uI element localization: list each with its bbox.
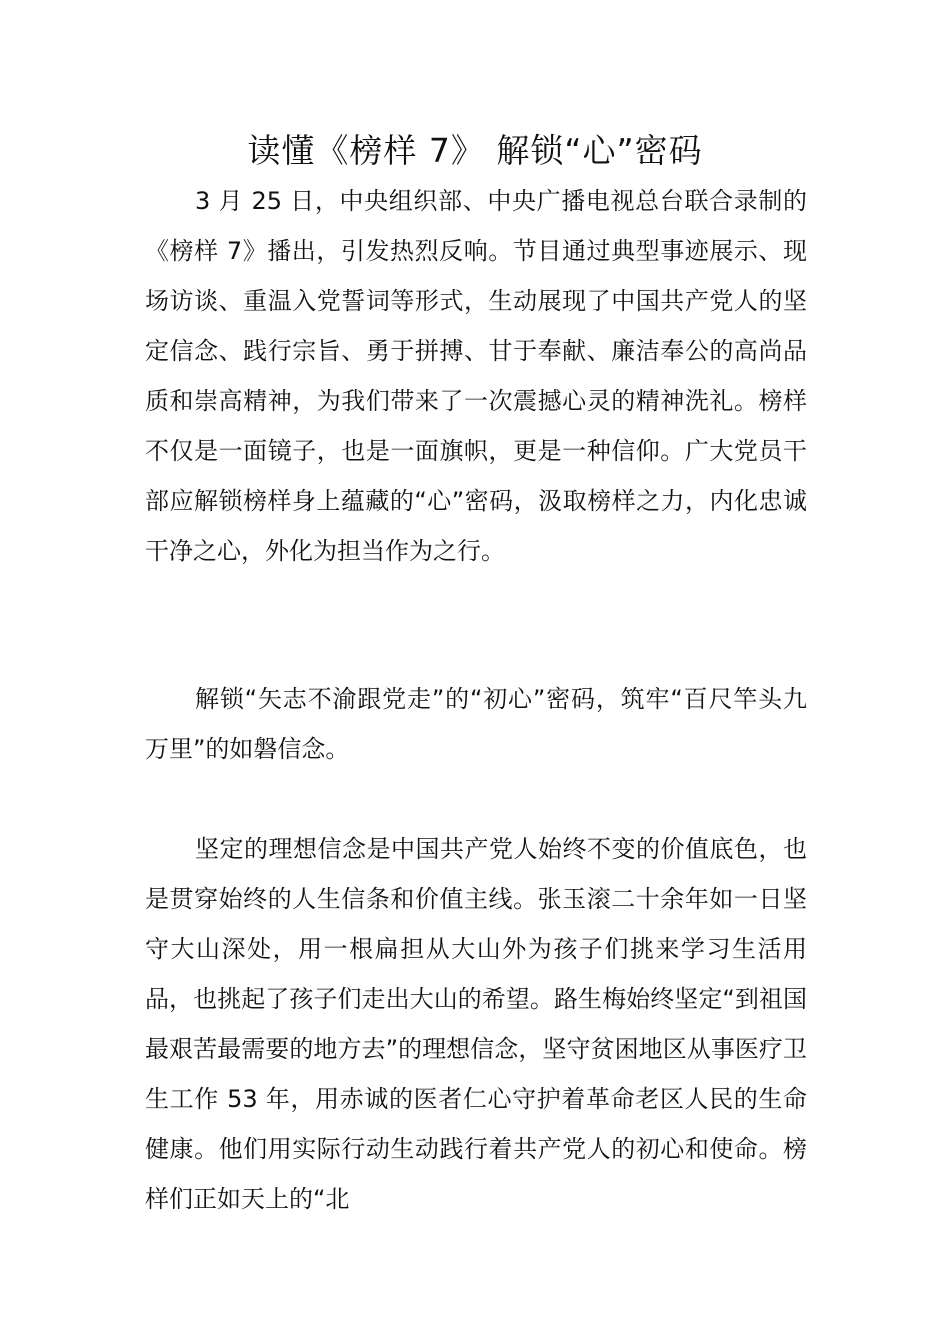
- paragraph-intro: 3 月 25 日，中央组织部、中央广播电视总台联合录制的《榜样 7》播出，引发热烈反响。节目通过典型事迹展示、现场访谈、重温入党誓词等形式，生动展现了中国共产党人的坚定信念、践行宗旨、勇于拼搏、甘于奉献、廉洁奉公的高尚品质和崇高精神，为我们带来了一次震撼心灵的精神洗礼。榜样不仅是一面镜子，也是一面旗帜，更是一种信仰。广大党员干部应解锁榜样身上蕴藏的“心”密码，汲取榜样之力，内化忠诚干净之心，外化为担当作为之行。: [145, 187, 807, 565]
- paragraph-section-heading: 解锁“矢志不渝跟党走”的“初心”密码，筑牢“百尺竿头九万里”的如磐信念。: [145, 685, 807, 763]
- document-title: 读懂《榜样 7》 解锁“心”密码: [247, 131, 703, 170]
- paragraph-body: 坚定的理想信念是中国共产党人始终不变的价值底色，也是贯穿始终的人生信条和价值主线。张玉滚二十余年如一日坚守大山深处，用一根扁担从大山外为孩子们挑来学习生活用品，也挑起了孩子们走出大山的希望。路生梅始终坚定“到祖国最艰苦最需要的地方去”的理想信念，坚守贫困地区从事医疗卫生工作 53 年，用赤诚的医者仁心守护着革命老区人民的生命健康。他们用实际行动生动践行着共产党人的初心和使命。榜样们正如天上的“北: [145, 835, 807, 1213]
